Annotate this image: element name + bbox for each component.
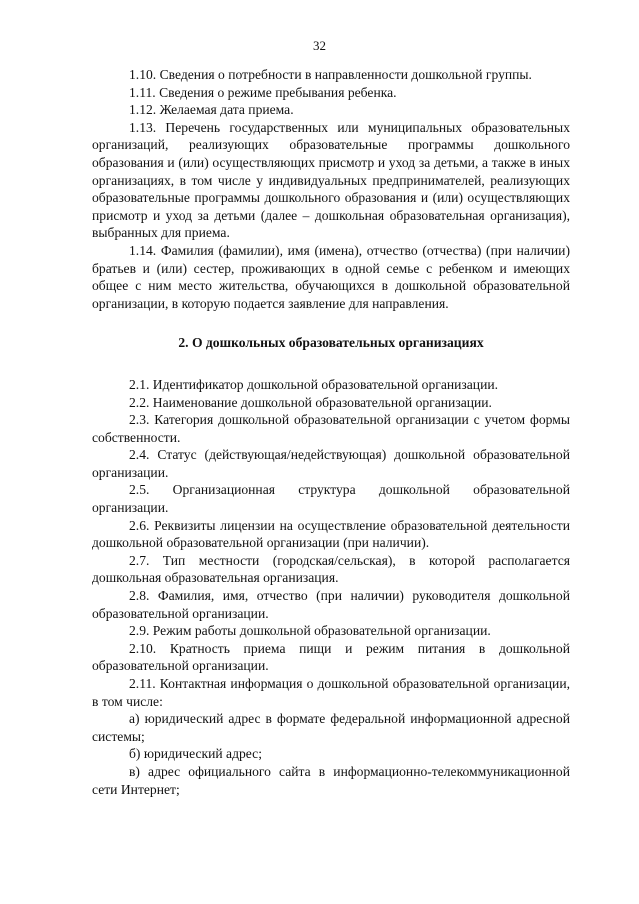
paragraph-2-4: 2.4. Статус (действующая/недействующая) дошкольной образовательной организации. xyxy=(92,447,570,480)
paragraph-1-12: 1.12. Желаемая дата приема. xyxy=(129,102,294,118)
page-number: 32 xyxy=(313,38,326,53)
paragraph-2-1: 2.1. Идентификатор дошкольной образовательной организации. xyxy=(129,376,499,392)
paragraph-2-5: 2.5. Организационная структура дошкольной образовательной организации. xyxy=(92,482,570,516)
paragraph-2-11-b: б) юридический адрес; xyxy=(129,746,262,762)
document-body xyxy=(92,66,570,798)
paragraph-1-13: 1.13. Перечень государственных или муниципальных образовательных организаций, реализующих образовательные программы дошкольного образования и (или) осуществляющих присмотр и уход за детьми, а также в иных организациях, в том числе у индивидуальных предпринимателей, реализующих образовательные программы дошкольного образования и (или) осуществляющих присмотр и уход за детьми (далее – дошкольная образовательная организация), выбранных для приема. xyxy=(92,119,570,241)
paragraph-1-11: 1.11. Сведения о режиме пребывания ребенка. xyxy=(129,84,397,100)
paragraph-2-2: 2.2. Наименование дошкольной образовательной организации. xyxy=(129,394,492,410)
paragraph-2-11-a: а) юридический адрес в формате федеральной информационной адресной системы; xyxy=(92,711,570,744)
paragraph-2-6: 2.6. Реквизиты лицензии на осуществление образовательной деятельности дошкольной образовательной организации (при наличии). xyxy=(92,517,570,551)
paragraph-2-11-c: в) адрес официального сайта в информационно-телекоммуникационной сети Интернет; xyxy=(92,763,570,797)
paragraph-2-9: 2.9. Режим работы дошкольной образовательной организации. xyxy=(129,623,491,639)
paragraph-2-10: 2.10. Кратность приема пищи и режим питания в дошкольной образовательной организации. xyxy=(92,640,570,674)
paragraph-1-10: 1.10. Сведения о потребности в направленности дошкольной группы. xyxy=(129,67,532,82)
section1-list xyxy=(92,66,570,312)
paragraph-2-3: 2.3. Категория дошкольной образовательной организации с учетом формы собственности. xyxy=(92,412,570,445)
section2-list xyxy=(92,376,570,798)
paragraph-2-11: 2.11. Контактная информация о дошкольной образовательной организации, в том числе: xyxy=(92,676,570,709)
paragraph-1-14: 1.14. Фамилия (фамилии), имя (имена), отчество (отчества) (при наличии) братьев и (или) сестер, проживающих в одной семье с ребенком и имеющих общее с ним место жительства, обучающихся в дошкольной образовательной организации, в которую подается заявление для направления. xyxy=(92,242,570,311)
section-heading: 2. О дошкольных образовательных организациях xyxy=(178,335,484,351)
paragraph-2-8: 2.8. Фамилия, имя, отчество (при наличии) руководителя дошкольной образовательной организации. xyxy=(92,588,570,621)
paragraph-2-7: 2.7. Тип местности (городская/сельская), в которой располагается дошкольная образовательная организация. xyxy=(92,552,570,586)
